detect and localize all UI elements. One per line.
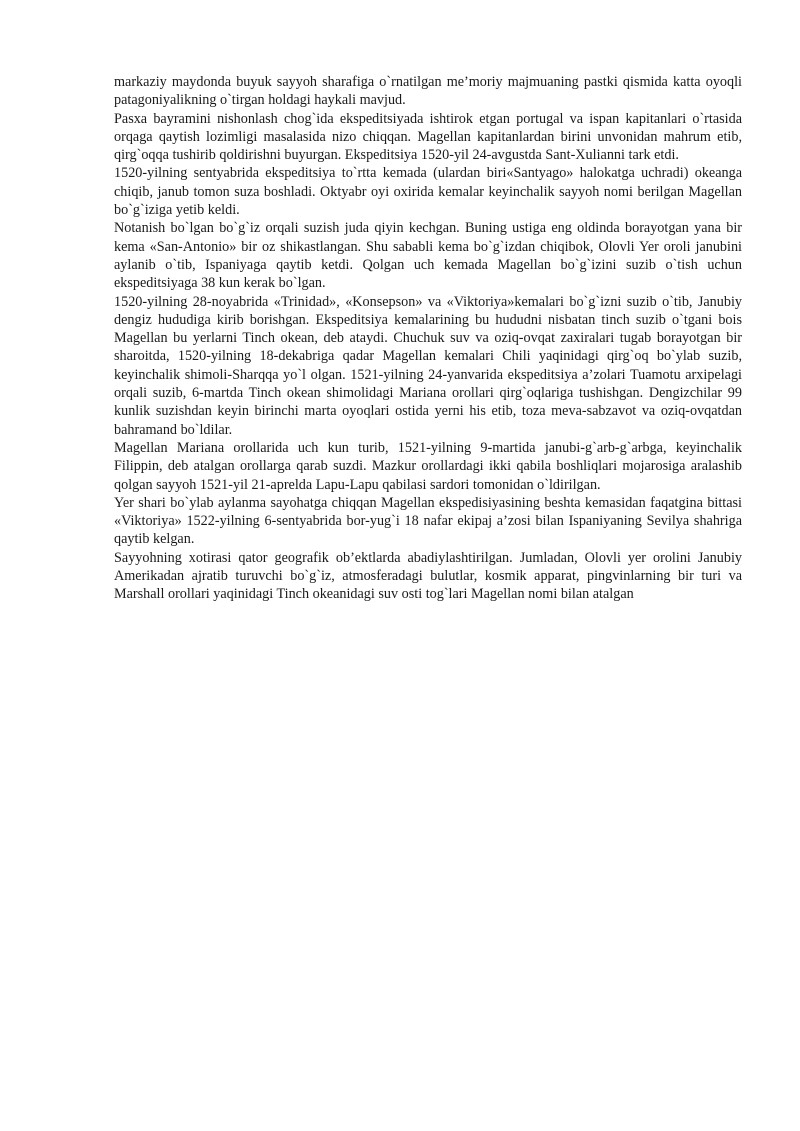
document-body: [114, 73, 742, 604]
paragraph-6: Magellan Mariana orollarida uch kun turib, 1521-yilning 9-martida janubi-g`arb-g`arbga, keyinchalik Filippin, deb atalgan orollarga qarab suzdi. Mazkur orollardagi ikki qabila boshliqlari mojarosiga aralashib qolgan sayyoh 1521-yil 21-aprelda Lapu-Lapu qabilasi sardori tomonidan o`ldirilgan.: [114, 439, 742, 493]
paragraph-2: Pasxa bayramini nishonlash chog`ida ekspeditsiyada ishtirok etgan portugal va ispan kapitanlari o`rtasida orqaga qaytish lozimligi masalasida nizo chiqqan. Magellan kapitanlardan birini unvonidan mahrum etib, qirg`oqqa tushirib qoldirishni buyurgan. Ekspeditsiya 1520-yil 24-avgustda Sant-Xulianni tark etdi.: [114, 110, 742, 164]
paragraph-3: 1520-yilning sentyabrida ekspeditsiya to`rtta kemada (ulardan biri«Santyago» halokatga uchradi) okeanga chiqib, janub tomon suza boshladi. Oktyabr oyi oxirida kemalar keyinchalik sayyoh nomi berilgan Magellan bo`g`iziga yetib keldi.: [114, 165, 742, 219]
paragraph-7: Yer shari bo`ylab aylanma sayohatga chiqqan Magellan ekspedisiyasining beshta kemasidan faqatgina bittasi «Viktoriya» 1522-yilning 6-sentyabrida bor-yug`i 18 nafar ekipaj a’zosi bilan Ispaniyaning Sevilya shahriga qaytib kelgan.: [114, 494, 742, 548]
paragraph-8: Sayyohning xotirasi qator geografik ob’ektlarda abadiylashtirilgan. Jumladan, Olovli yer orolini Janubiy Amerikadan ajratib turuvchi bo`g`iz, atmosferadagi bulutlar, kosmik apparat, pingvinlarning bir turi va Marshall orollari yaqinidagi Tinch okeanidagi suv osti tog`lari Magellan nomi bilan atalgan: [114, 549, 742, 603]
paragraph-1: markaziy maydonda buyuk sayyoh sharafiga o`rnatilgan me’moriy majmuaning pastki qismida katta oyoqli patagoniyalikning o`tirgan holdagi haykali mavjud.: [114, 74, 742, 109]
paragraph-4: Notanish bo`lgan bo`g`iz orqali suzish juda qiyin kechgan. Buning ustiga eng oldinda borayotgan yana bir kema «San-Antonio» bir oz shikastlangan. Shu sababli kema bo`g`izdan chiqibok, Olovli Yer oroli janubini aylanib o`tib, Ispaniyaga qaytib ketdi. Qolgan uch kemada Magellan bo`g`izini suzib o`tish uchun ekspeditsiyaga 38 kun kerak bo`lgan.: [114, 220, 742, 292]
paragraph-5: 1520-yilning 28-noyabrida «Trinidad», «Konsepson» va «Viktoriya»kemalari bo`g`izni suzib o`tib, Janubiy dengiz hududiga kirib borishgan. Ekspeditsiya kemalarining bu hududni nisbatan tinch suzib o`tgani bois Magellan bu yerlarni Tinch okean, deb ataydi. Chuchuk suv va oziq-ovqat zaxiralari tugab borayotgan bir sharoitda, 1520-yilning 18-dekabriga qadar Magellan kemalari Chili yaqinidagi qirg`oq bo`ylab suzib, keyinchalik shimoli-Sharqqa yo`l olgan. 1521-yilning 24-yanvarida ekspeditsiya a’zolari Tuamotu arxipelagi orqali suzib, 6-martda Tinch okean shimolidagi Mariana orollari qirg`oqlariga tushishgan. Dengizchilar 99 kunlik suzishdan keyin birinchi marta oyoqlari ostida yerni his etib, toza meva-sabzavot va oziq-ovqatdan bahramand bo`ldilar.: [114, 293, 742, 438]
